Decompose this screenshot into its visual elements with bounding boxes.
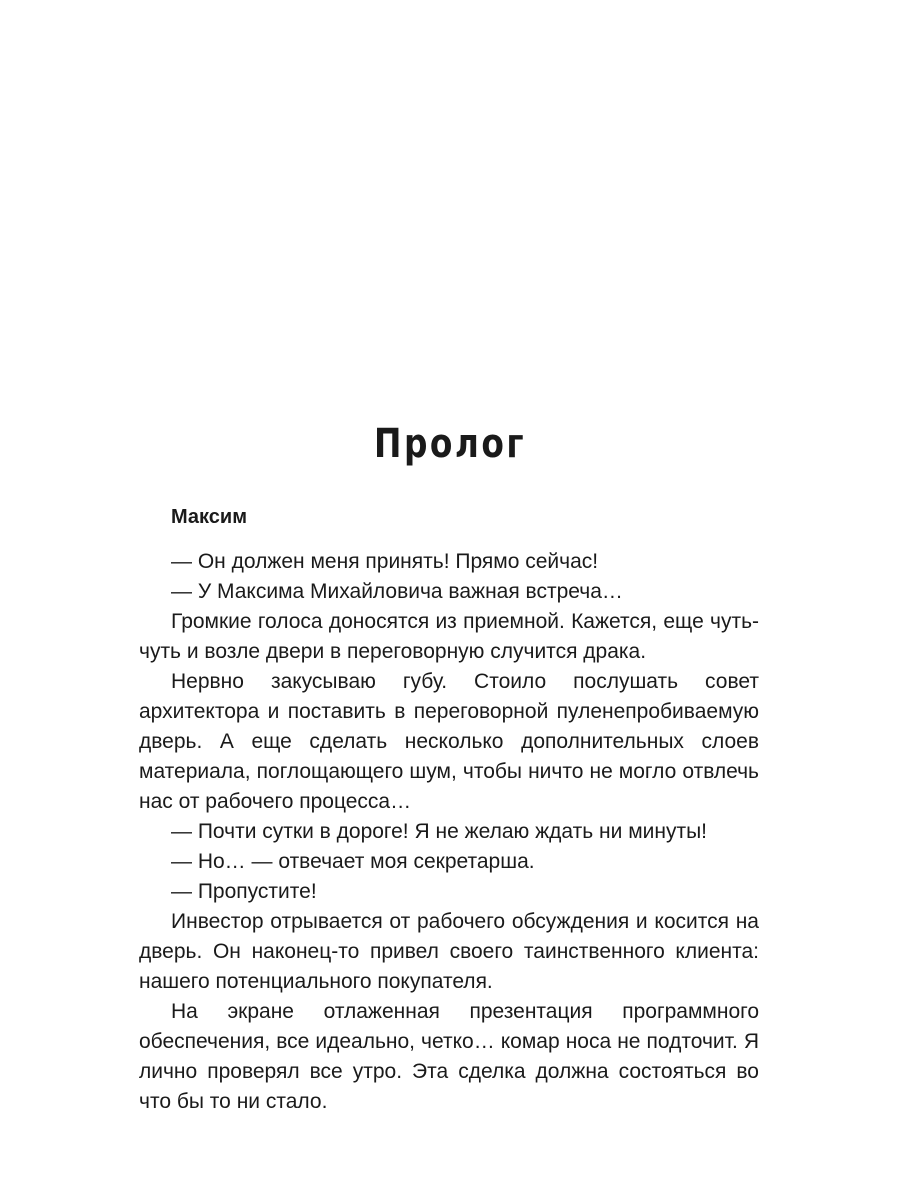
chapter-text — [139, 502, 759, 1117]
paragraph: — У Максима Михайловича важная встреча… — [171, 580, 623, 603]
paragraph: — Пропустите! — [171, 880, 317, 903]
narrator-heading: Максим — [171, 506, 247, 528]
paragraph: — Он должен меня принять! Прямо сейчас! — [171, 550, 599, 573]
paragraph: Инвестор отрывается от рабочего обсуждения и косится на дверь. Он наконец-то привел своего таинственного клиента: нашего потенциального покупателя. — [139, 910, 759, 993]
paragraph: Громкие голоса доносятся из приемной. Кажется, еще чуть-чуть и возле двери в переговорную случится драка. — [139, 610, 759, 663]
paragraph: Нервно закусываю губу. Стоило послушать совет архитектора и поставить в переговорной пуленепробиваемую дверь. А еще сделать несколько дополнительных слоев материала, поглощающего шум, чтобы ничто не могло отвлечь нас от рабочего процесса… — [139, 670, 759, 813]
paragraph: — Почти сутки в дороге! Я не желаю ждать ни минуты! — [171, 820, 708, 843]
chapter-title: Пролог — [374, 421, 526, 467]
paragraph: На экране отлаженная презентация программного обеспечения, все идеально, четко… комар носа не подточит. Я лично проверял все утро. Эта сделка должна состояться во что бы то ни стало. — [139, 1000, 759, 1113]
paragraph: — Но… — отвечает моя секретарша. — [171, 850, 535, 873]
